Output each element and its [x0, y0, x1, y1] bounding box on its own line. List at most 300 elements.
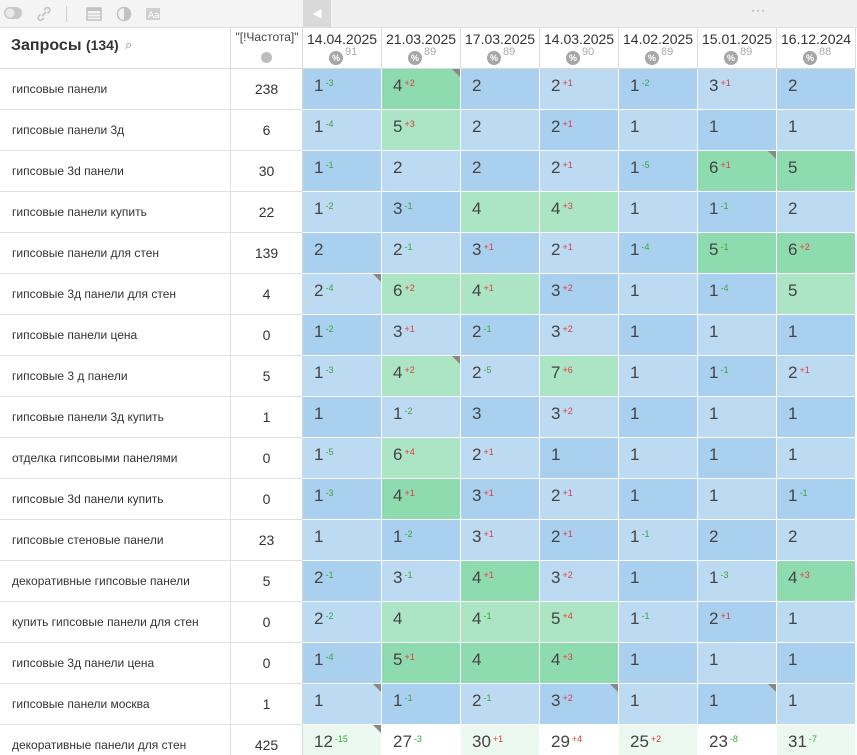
frequency-value: 0 — [231, 438, 303, 478]
position-cell[interactable] — [303, 233, 382, 274]
position-cell[interactable] — [698, 110, 777, 151]
frequency-value: 23 — [231, 520, 303, 560]
query-text[interactable]: гипсовые 3d панели — [0, 151, 231, 191]
query-row[interactable] — [0, 520, 303, 561]
date-column-header[interactable] — [382, 28, 461, 69]
query-text[interactable]: гипсовые панели 3д — [0, 110, 231, 150]
position-value — [630, 527, 649, 547]
query-text[interactable]: гипсовые 3д панели для стен — [0, 274, 231, 314]
position-number: 1 — [788, 691, 798, 710]
queries-title — [11, 37, 119, 55]
position-cell[interactable] — [461, 110, 540, 151]
position-cell[interactable] — [540, 274, 619, 315]
position-cell[interactable] — [461, 69, 540, 110]
position-number: 6 — [393, 281, 403, 300]
query-row[interactable] — [0, 602, 303, 643]
date-label: 16.12.2024 — [781, 31, 852, 47]
position-number: 5 — [551, 609, 561, 628]
position-cell[interactable] — [698, 561, 777, 602]
query-row[interactable] — [0, 356, 303, 397]
position-value — [709, 691, 718, 711]
position-cell[interactable] — [777, 479, 856, 520]
position-cell[interactable] — [777, 684, 856, 725]
position-number: 2 — [551, 527, 561, 546]
position-cell[interactable] — [777, 233, 856, 274]
position-cell[interactable] — [461, 602, 540, 643]
position-cell[interactable] — [619, 69, 698, 110]
position-delta: +1 — [562, 488, 573, 498]
position-cell[interactable] — [303, 520, 382, 561]
position-number: 1 — [551, 445, 561, 464]
position-cell[interactable] — [540, 643, 619, 684]
position-cell[interactable] — [303, 397, 382, 438]
date-column-header[interactable] — [698, 28, 777, 69]
position-value — [630, 609, 649, 629]
query-row[interactable] — [0, 561, 303, 602]
position-delta: -1 — [404, 242, 413, 252]
position-value — [551, 486, 573, 506]
position-cell[interactable] — [382, 69, 461, 110]
position-delta: -3 — [720, 570, 729, 580]
position-cell[interactable] — [540, 602, 619, 643]
position-cell[interactable] — [540, 233, 619, 274]
frequency-value: 0 — [231, 315, 303, 355]
query-row[interactable] — [0, 315, 303, 356]
position-delta: +1 — [799, 365, 810, 375]
position-cell[interactable] — [303, 479, 382, 520]
query-row[interactable] — [0, 110, 303, 151]
position-cell[interactable] — [619, 110, 698, 151]
more-icon[interactable]: ··· — [751, 3, 766, 17]
frequency-value: 1 — [231, 397, 303, 437]
position-value — [472, 650, 481, 670]
position-cell[interactable] — [540, 192, 619, 233]
visibility-icon: % — [566, 51, 580, 65]
table-icon[interactable] — [86, 6, 102, 22]
position-cell[interactable] — [619, 684, 698, 725]
position-cell[interactable] — [777, 356, 856, 397]
date-label: 14.04.2025 — [307, 31, 378, 47]
position-delta: -8 — [729, 734, 738, 744]
position-delta: +1 — [562, 160, 573, 170]
position-cell[interactable] — [461, 438, 540, 479]
position-cell[interactable] — [303, 561, 382, 602]
position-delta: +3 — [562, 201, 573, 211]
position-cell[interactable] — [382, 684, 461, 725]
position-number: 2 — [472, 76, 482, 95]
position-cell[interactable] — [382, 151, 461, 192]
position-number: 1 — [314, 404, 324, 423]
position-cell[interactable] — [777, 274, 856, 315]
position-cell[interactable] — [777, 315, 856, 356]
position-delta: +2 — [562, 283, 573, 293]
position-cell[interactable] — [461, 192, 540, 233]
position-number: 1 — [788, 650, 798, 669]
query-text[interactable]: купить гипсовые панели для стен — [0, 602, 231, 642]
position-cell[interactable] — [461, 479, 540, 520]
position-cell[interactable] — [382, 561, 461, 602]
position-cell[interactable] — [619, 315, 698, 356]
position-cell[interactable] — [303, 438, 382, 479]
position-cell[interactable] — [461, 356, 540, 397]
frequency-value: 0 — [231, 643, 303, 683]
position-cell[interactable] — [303, 684, 382, 725]
position-cell[interactable] — [698, 315, 777, 356]
toolbar — [0, 0, 303, 28]
position-cell[interactable] — [303, 356, 382, 397]
position-value — [630, 240, 649, 260]
position-delta: +6 — [562, 365, 573, 375]
position-cell[interactable] — [382, 602, 461, 643]
position-number: 3 — [393, 568, 403, 587]
position-delta: +1 — [562, 119, 573, 129]
position-delta: -5 — [325, 447, 334, 457]
position-cell[interactable] — [777, 69, 856, 110]
position-cell[interactable] — [303, 602, 382, 643]
position-value — [314, 199, 333, 219]
position-cell[interactable] — [303, 151, 382, 192]
position-cell[interactable] — [382, 643, 461, 684]
position-cell[interactable] — [461, 274, 540, 315]
position-cell[interactable] — [698, 643, 777, 684]
position-cell[interactable] — [461, 684, 540, 725]
position-number: 1 — [630, 486, 640, 505]
position-value — [472, 609, 491, 629]
date-label: 14.02.2025 — [623, 31, 694, 47]
query-row[interactable] — [0, 274, 303, 315]
position-cell[interactable] — [619, 561, 698, 602]
position-value — [630, 404, 639, 424]
position-cell[interactable] — [777, 643, 856, 684]
position-cell[interactable] — [698, 725, 777, 755]
position-cell[interactable] — [619, 151, 698, 192]
query-text[interactable]: гипсовые 3д панели цена — [0, 643, 231, 683]
position-number: 1 — [630, 445, 640, 464]
position-number: 7 — [551, 363, 561, 382]
position-value — [788, 486, 807, 506]
position-cell[interactable] — [698, 233, 777, 274]
position-cell[interactable] — [303, 274, 382, 315]
position-number: 4 — [393, 609, 403, 628]
comment-marker — [768, 684, 776, 692]
position-value — [314, 609, 333, 629]
date-column-header[interactable] — [619, 28, 698, 69]
position-number: 2 — [551, 240, 561, 259]
position-cell[interactable] — [303, 643, 382, 684]
position-cell[interactable] — [540, 438, 619, 479]
visibility-value: 88 — [819, 46, 832, 58]
date-column-header[interactable] — [777, 28, 856, 69]
position-delta: -2 — [404, 406, 413, 416]
position-number: 1 — [314, 527, 324, 546]
position-value — [314, 568, 333, 588]
position-value — [472, 527, 494, 547]
position-cell[interactable] — [540, 725, 619, 755]
position-cell[interactable] — [698, 192, 777, 233]
position-number: 1 — [630, 691, 640, 710]
query-text[interactable]: гипсовые 3 д панели — [0, 356, 231, 396]
position-delta: +2 — [404, 78, 415, 88]
position-cell[interactable] — [303, 315, 382, 356]
position-cell[interactable] — [382, 438, 461, 479]
position-cell[interactable] — [619, 479, 698, 520]
query-row[interactable] — [0, 233, 303, 274]
toggle-icon[interactable] — [4, 6, 20, 22]
position-value — [709, 363, 728, 383]
position-number: 2 — [472, 322, 482, 341]
frequency-value: 30 — [231, 151, 303, 191]
position-cell[interactable] — [382, 315, 461, 356]
position-cell[interactable] — [698, 684, 777, 725]
position-delta: +2 — [562, 693, 573, 703]
position-cell[interactable] — [698, 69, 777, 110]
query-text[interactable]: гипсовые панели цена — [0, 315, 231, 355]
position-cell[interactable] — [461, 725, 540, 755]
position-cell[interactable] — [382, 479, 461, 520]
position-number: 1 — [709, 199, 719, 218]
position-number: 3 — [551, 281, 561, 300]
query-row[interactable] — [0, 151, 303, 192]
position-number: 4 — [393, 486, 403, 505]
position-number: 4 — [788, 568, 798, 587]
position-number: 2 — [393, 158, 403, 177]
query-row[interactable] — [0, 684, 303, 725]
query-text[interactable]: гипсовые стеновые панели — [0, 520, 231, 560]
position-cell[interactable] — [303, 69, 382, 110]
frequency-value: 0 — [231, 602, 303, 642]
position-cell[interactable] — [382, 356, 461, 397]
position-cell[interactable] — [303, 110, 382, 151]
position-value — [314, 76, 333, 96]
position-delta: -2 — [325, 324, 334, 334]
position-number: 4 — [551, 650, 561, 669]
position-number: 1 — [788, 404, 798, 423]
position-cell[interactable] — [303, 192, 382, 233]
position-cell[interactable] — [540, 397, 619, 438]
comment-marker — [373, 684, 381, 692]
position-cell[interactable] — [461, 643, 540, 684]
query-row[interactable] — [0, 69, 303, 110]
date-label: 21.03.2025 — [386, 31, 457, 47]
position-cell[interactable] — [461, 151, 540, 192]
position-number: 4 — [551, 199, 561, 218]
position-value — [788, 281, 797, 301]
text-icon[interactable] — [145, 6, 161, 22]
query-text[interactable]: гипсовые панели москва — [0, 684, 231, 724]
position-value — [788, 691, 797, 711]
position-delta: -4 — [325, 119, 334, 129]
query-row[interactable] — [0, 643, 303, 684]
position-cell[interactable] — [382, 192, 461, 233]
collapse-left-button[interactable]: ◀ — [303, 0, 331, 27]
position-cell[interactable] — [619, 643, 698, 684]
position-value — [551, 732, 582, 752]
position-cell[interactable] — [698, 602, 777, 643]
position-value — [709, 240, 728, 260]
position-cell[interactable] — [540, 69, 619, 110]
position-delta: +1 — [562, 529, 573, 539]
position-cell[interactable] — [698, 274, 777, 315]
position-delta: +2 — [562, 570, 573, 580]
position-cell[interactable] — [461, 233, 540, 274]
position-cell[interactable] — [619, 725, 698, 755]
position-value — [709, 650, 718, 670]
position-value — [393, 158, 402, 178]
position-delta: -2 — [404, 529, 413, 539]
position-cell[interactable] — [540, 356, 619, 397]
position-number: 1 — [709, 445, 719, 464]
position-delta: +2 — [799, 242, 810, 252]
position-cell[interactable] — [698, 520, 777, 561]
position-value — [788, 363, 810, 383]
position-cell[interactable] — [777, 602, 856, 643]
frequency-value: 0 — [231, 479, 303, 519]
position-cell[interactable] — [777, 520, 856, 561]
query-row[interactable] — [0, 438, 303, 479]
position-delta: +1 — [483, 447, 494, 457]
position-value — [551, 363, 573, 383]
position-delta: -7 — [808, 734, 817, 744]
position-value — [709, 527, 718, 547]
position-cell[interactable] — [619, 233, 698, 274]
position-cell[interactable] — [382, 520, 461, 561]
position-cell[interactable] — [461, 397, 540, 438]
position-cell[interactable] — [382, 110, 461, 151]
position-cell[interactable] — [777, 110, 856, 151]
position-value — [551, 609, 573, 629]
comment-marker — [373, 274, 381, 282]
position-cell[interactable] — [777, 561, 856, 602]
position-value — [709, 445, 718, 465]
position-cell[interactable] — [540, 479, 619, 520]
position-cell[interactable] — [777, 151, 856, 192]
position-value — [709, 158, 731, 178]
position-cell[interactable] — [619, 274, 698, 315]
date-column-header[interactable] — [303, 28, 382, 69]
position-delta: -1 — [404, 570, 413, 580]
position-cell[interactable] — [303, 725, 382, 755]
position-cell[interactable] — [698, 151, 777, 192]
queries-header[interactable] — [0, 28, 231, 69]
position-value — [630, 691, 639, 711]
position-value — [788, 445, 797, 465]
position-delta: +1 — [404, 488, 415, 498]
position-value — [314, 158, 333, 178]
position-cell[interactable] — [777, 438, 856, 479]
link-icon[interactable] — [36, 6, 52, 22]
position-cell[interactable] — [698, 479, 777, 520]
position-number: 1 — [393, 527, 403, 546]
position-cell[interactable] — [619, 192, 698, 233]
query-text[interactable]: отделка гипсовыми панелями — [0, 438, 231, 478]
query-text[interactable]: гипсовые панели — [0, 69, 231, 109]
position-number: 1 — [709, 568, 719, 587]
position-number: 29 — [551, 732, 570, 751]
visibility-icon: % — [408, 51, 422, 65]
position-cell[interactable] — [461, 561, 540, 602]
position-cell[interactable] — [777, 192, 856, 233]
query-row[interactable] — [0, 192, 303, 233]
position-cell[interactable] — [619, 438, 698, 479]
position-cell[interactable] — [540, 520, 619, 561]
query-row[interactable] — [0, 479, 303, 520]
position-number: 3 — [472, 527, 482, 546]
position-cell[interactable] — [461, 315, 540, 356]
position-value — [788, 732, 817, 752]
position-cell[interactable] — [382, 274, 461, 315]
query-row[interactable] — [0, 397, 303, 438]
position-cell[interactable] — [619, 356, 698, 397]
query-row[interactable] — [0, 725, 303, 755]
position-number: 1 — [314, 486, 324, 505]
position-cell[interactable] — [619, 520, 698, 561]
position-cell[interactable] — [698, 438, 777, 479]
position-cell[interactable] — [540, 315, 619, 356]
position-delta: -2 — [325, 611, 334, 621]
position-cell[interactable] — [540, 110, 619, 151]
position-cell[interactable] — [382, 397, 461, 438]
position-cell[interactable] — [698, 397, 777, 438]
query-text[interactable]: гипсовые панели 3д купить — [0, 397, 231, 437]
position-value — [393, 76, 415, 96]
date-column-header[interactable] — [461, 28, 540, 69]
position-value — [472, 158, 481, 178]
position-number: 2 — [551, 486, 561, 505]
position-cell[interactable] — [619, 602, 698, 643]
position-value — [788, 609, 797, 629]
query-text[interactable]: гипсовые 3d панели купить — [0, 479, 231, 519]
position-cell[interactable] — [540, 684, 619, 725]
position-number: 1 — [314, 117, 324, 136]
position-value — [630, 117, 639, 137]
query-text[interactable]: гипсовые панели для стен — [0, 233, 231, 273]
query-text[interactable]: декоративные панели для стен — [0, 725, 231, 755]
position-cell[interactable] — [540, 561, 619, 602]
position-number: 1 — [630, 158, 640, 177]
position-number: 2 — [472, 117, 482, 136]
query-text[interactable]: декоративные гипсовые панели — [0, 561, 231, 601]
position-cell[interactable] — [540, 151, 619, 192]
query-text[interactable]: гипсовые панели купить — [0, 192, 231, 232]
position-value — [709, 199, 728, 219]
search-icon[interactable]: ⌕ — [125, 37, 133, 52]
position-delta: +2 — [404, 365, 415, 375]
position-value — [788, 76, 797, 96]
position-cell[interactable] — [461, 520, 540, 561]
position-value — [630, 158, 649, 178]
position-number: 1 — [630, 650, 640, 669]
position-number: 2 — [551, 158, 561, 177]
position-cell[interactable] — [619, 397, 698, 438]
position-cell[interactable] — [382, 233, 461, 274]
position-cell[interactable] — [698, 356, 777, 397]
position-delta: -4 — [720, 283, 729, 293]
position-delta: +3 — [562, 652, 573, 662]
position-cell[interactable] — [777, 725, 856, 755]
position-cell[interactable] — [382, 725, 461, 755]
position-number: 3 — [472, 240, 482, 259]
position-number: 1 — [393, 691, 403, 710]
position-delta: -5 — [483, 365, 492, 375]
position-cell[interactable] — [777, 397, 856, 438]
contrast-icon[interactable] — [116, 6, 132, 22]
frequency-header[interactable] — [231, 28, 303, 69]
position-delta: +2 — [562, 324, 573, 334]
comment-marker — [452, 356, 460, 364]
date-column-header[interactable] — [540, 28, 619, 69]
position-number: 3 — [551, 322, 561, 341]
position-delta: -1 — [483, 611, 492, 621]
